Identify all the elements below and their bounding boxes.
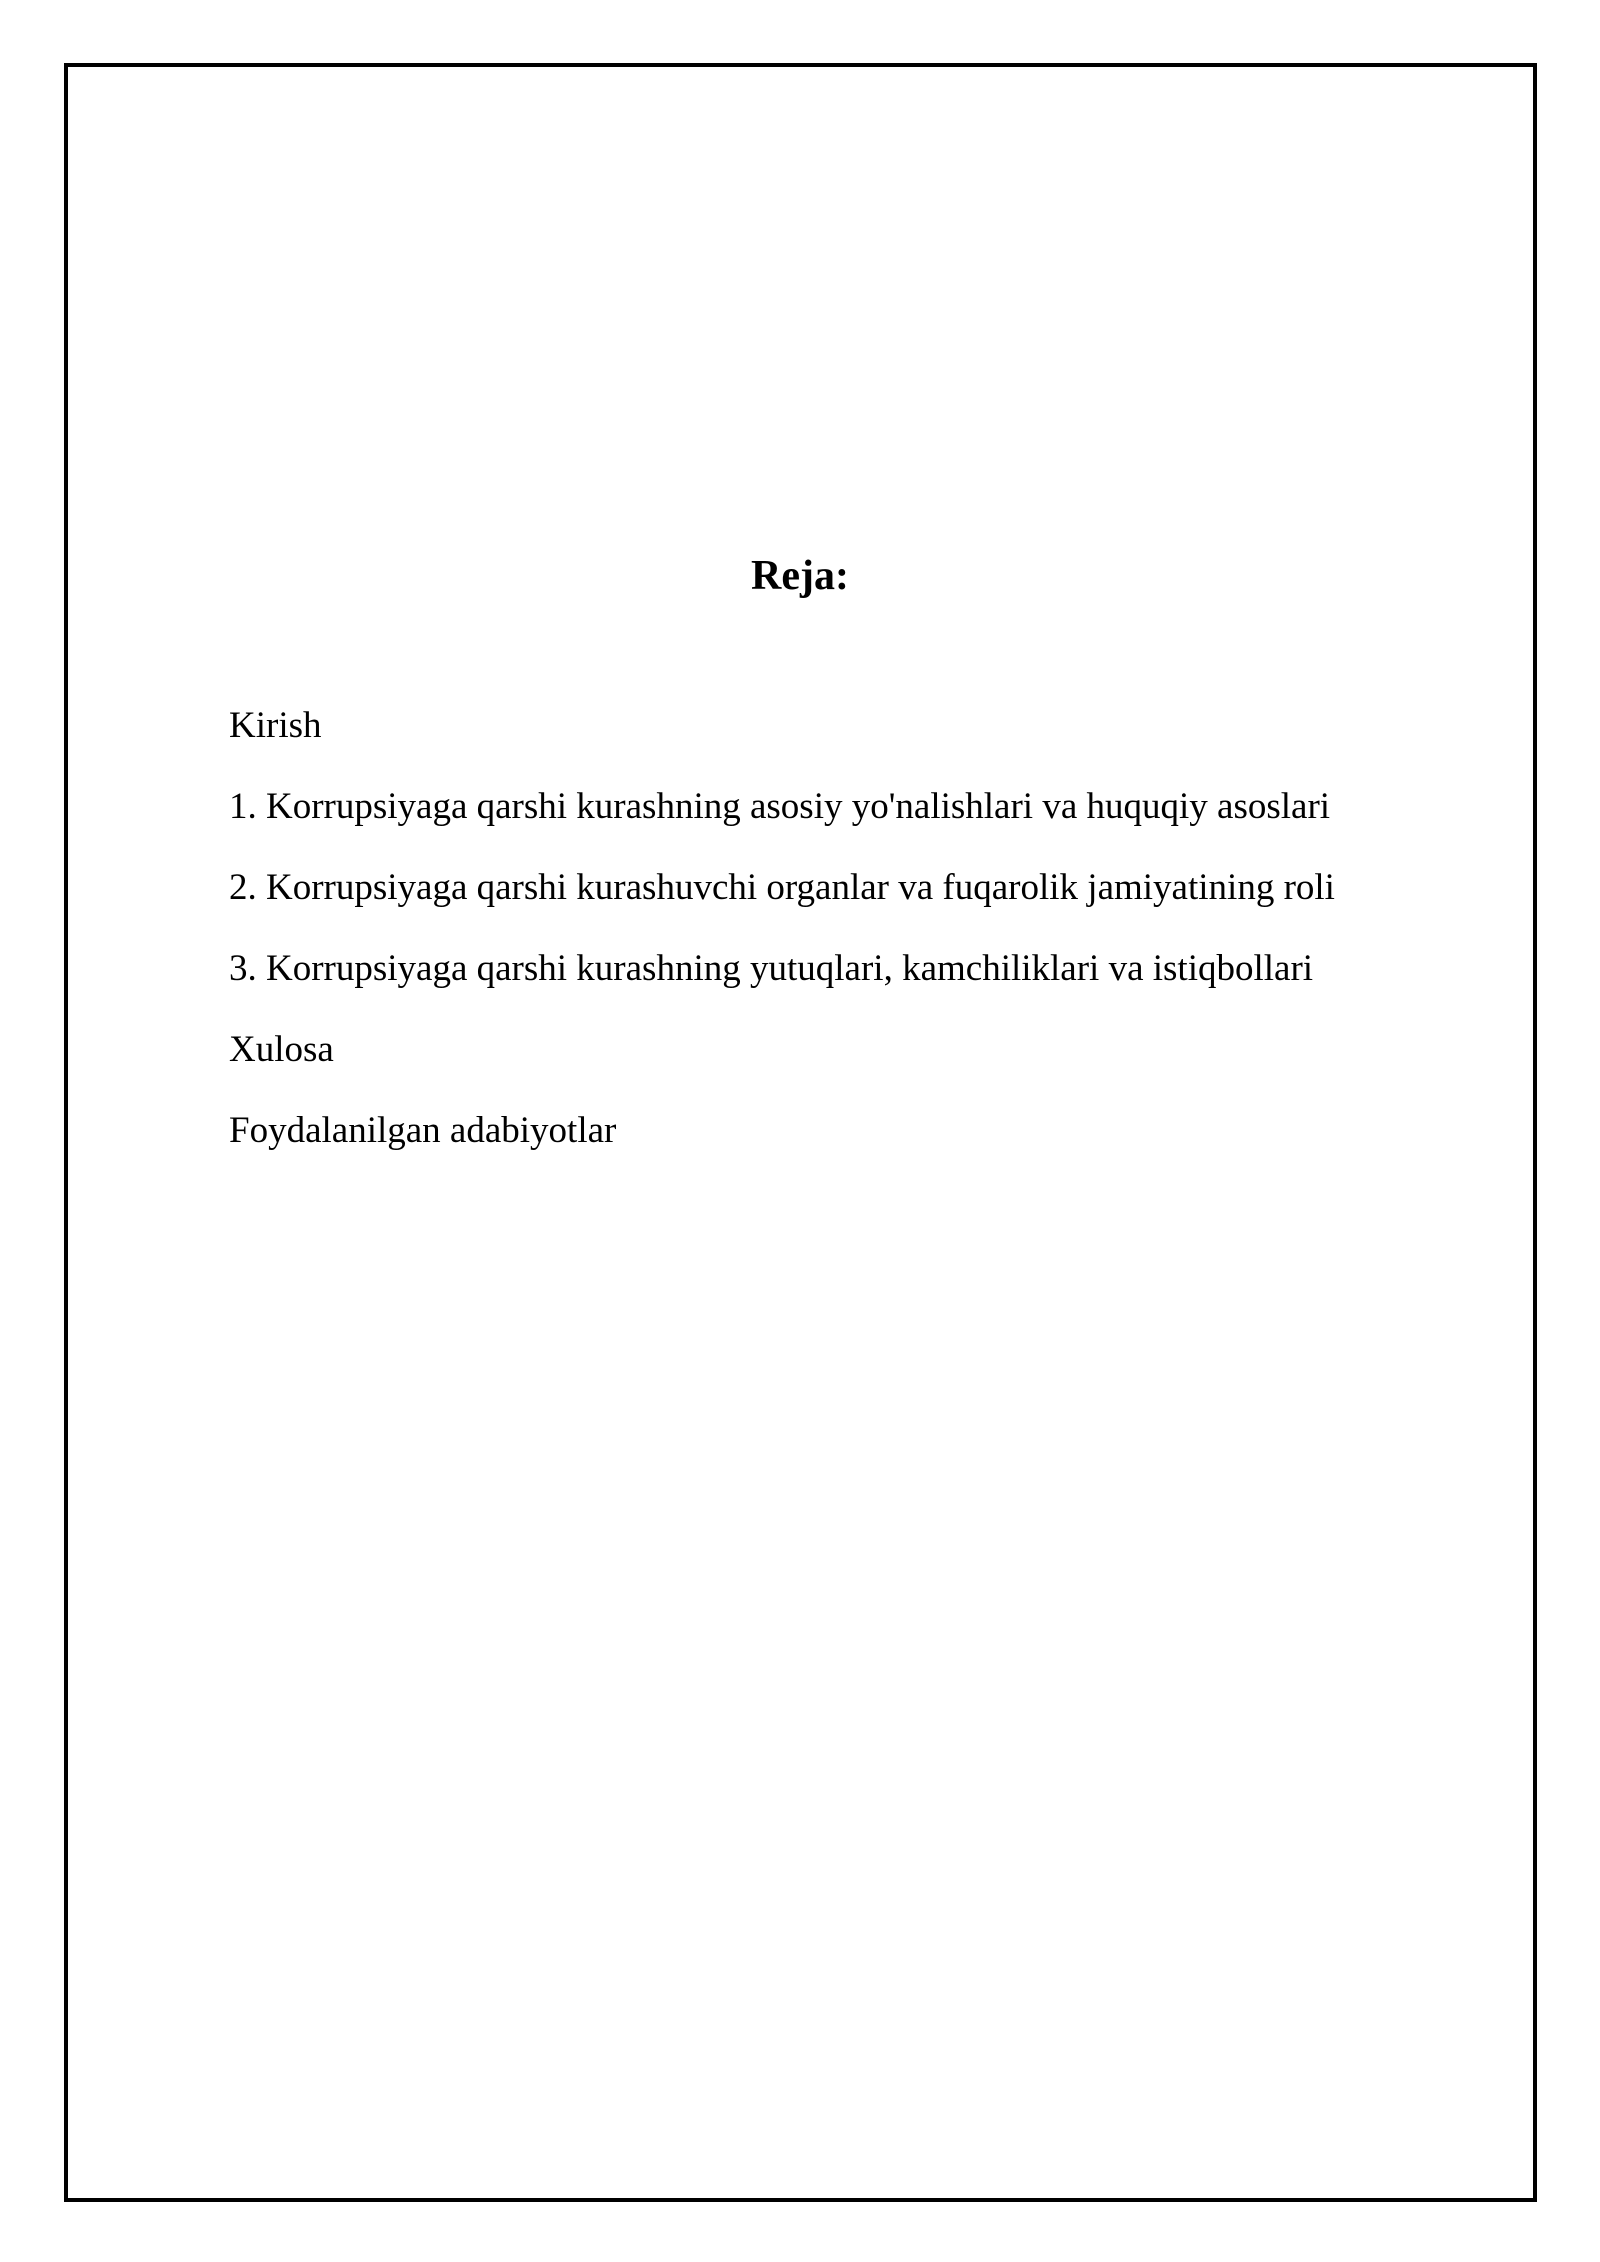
plan-item-references: Foydalanilgan adabiyotlar bbox=[229, 1110, 617, 1151]
plan-item-2: 2. Korrupsiyaga qarshi kurashuvchi organlar va fuqarolik jamiyatining roli bbox=[229, 867, 1335, 908]
plan-item-introduction: Kirish bbox=[229, 705, 322, 746]
plan-item-1: 1. Korrupsiyaga qarshi kurashning asosiy yo'nalishlari va huquqiy asoslari bbox=[229, 786, 1331, 827]
page-title: Reja: bbox=[751, 553, 849, 599]
plan-item-3: 3. Korrupsiyaga qarshi kurashning yutuqlari, kamchiliklari va istiqbollari bbox=[229, 948, 1314, 989]
plan-list bbox=[229, 702, 1335, 1188]
plan-item-conclusion: Xulosa bbox=[229, 1029, 334, 1070]
